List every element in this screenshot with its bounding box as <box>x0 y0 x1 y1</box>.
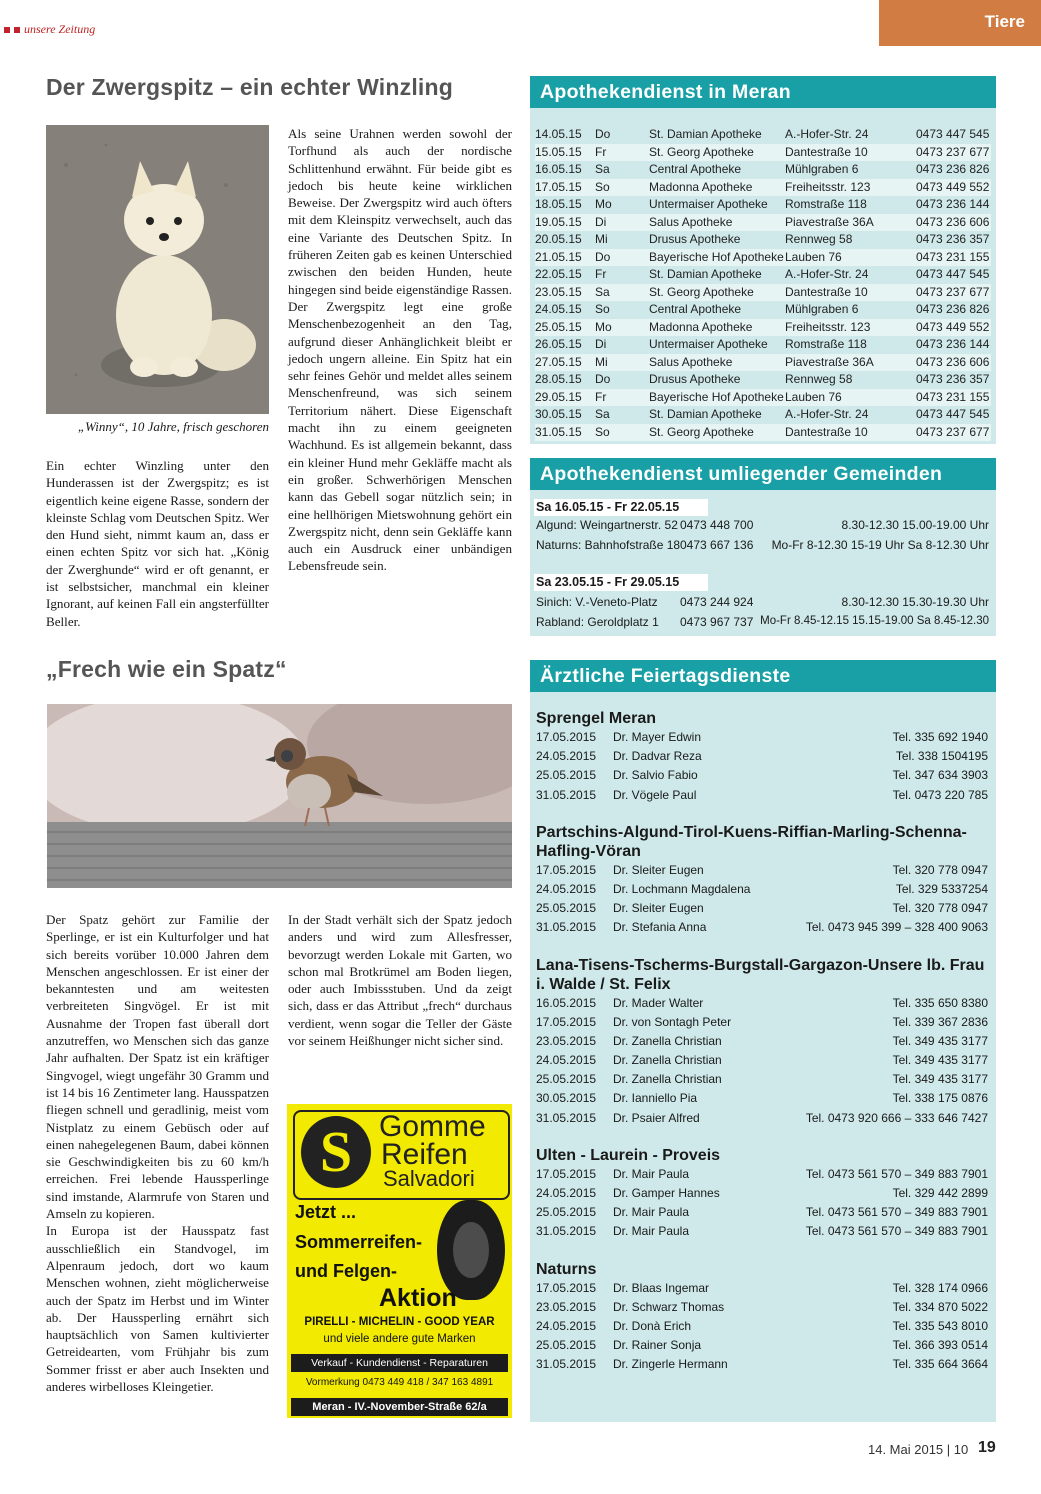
doctor-row <box>536 1013 990 1032</box>
doctor-date: 17.05.2015 <box>536 862 597 877</box>
pharmacy-weekday: Fr <box>595 389 649 407</box>
pharmacy-phone: 0473 231 155 <box>916 249 991 267</box>
doctor-group-title: Sprengel Meran <box>536 710 657 727</box>
pharmacy-weekday: Di <box>595 214 649 232</box>
doctor-date: 31.05.2015 <box>536 920 597 935</box>
pharmacy-address: Lauben 76 <box>785 249 916 267</box>
doctor-group <box>536 709 990 805</box>
doctor-date: 25.05.2015 <box>536 768 597 783</box>
pharmacy-phone: 0473 449 552 <box>916 319 991 337</box>
pharmacy-phone: 0473 236 826 <box>916 302 990 316</box>
pharmacy-weekday: Sa <box>595 407 610 421</box>
doctor-date: 24.05.2015 <box>536 749 597 764</box>
doctor-row <box>536 766 990 785</box>
pharmacy-date: 31.05.15 <box>535 424 595 442</box>
pharmacy-address: Freiheitsstr. 123 <box>785 179 916 197</box>
pharmacy-row <box>535 389 991 407</box>
doctor-phone: Tel. 335 543 8010 <box>892 1318 988 1333</box>
doctor-phone: Tel. 329 5337254 <box>895 881 988 896</box>
doctor-row <box>536 1184 990 1203</box>
ad-brands: PIRELLI - MICHELIN - GOOD YEAR <box>304 1316 495 1328</box>
pharmacy-row <box>535 126 991 144</box>
doctor-name: Dr. Schwarz Thomas <box>613 1299 725 1314</box>
pharmacy-phone: 0473 236 144 <box>916 197 990 211</box>
pharmacy-phone: 0473 236 826 <box>916 162 990 176</box>
doctor-row <box>536 880 990 899</box>
doctor-row <box>536 1109 990 1128</box>
doctor-row <box>536 1165 990 1184</box>
doctor-name: Dr. von Sontagh Peter <box>613 1014 732 1029</box>
doctor-name: Dr. Lochmann Magdalena <box>613 881 751 896</box>
doctor-name: Dr. Sleiter Eugen <box>613 901 704 916</box>
pharmacy-region-title: Apothekendienst umliegender Gemeinden <box>530 458 996 490</box>
doctor-row <box>536 1051 990 1070</box>
doctor-name: Dr. Zanella Christian <box>613 1033 722 1048</box>
doctor-phone: Tel. 349 435 3177 <box>892 1033 988 1048</box>
doctor-name: Dr. Mader Walter <box>613 995 704 1010</box>
doctor-group <box>536 823 990 938</box>
doctor-phone: Tel. 0473 945 399 – 328 400 9063 <box>805 920 988 935</box>
pharmacy-address: Dantestraße 10 <box>785 144 916 162</box>
pharmacy-row <box>535 424 991 442</box>
doctor-phone: Tel. 0473 220 785 <box>892 787 988 802</box>
publication-logo: unsere Zeitung <box>4 22 95 37</box>
pharmacy-name: Madonna Apotheke <box>649 179 785 197</box>
pharmacy-address: Mühlgraben 6 <box>785 302 859 316</box>
doctor-group-title: Lana-Tisens-Tscherms-Burgstall-Gargazon-Unsere lb. Frau i. Walde / St. Felix <box>536 956 985 993</box>
pharmacy-date: 15.05.15 <box>535 144 595 162</box>
ad-line-felgen: und Felgen- <box>295 1261 397 1281</box>
doctor-row <box>536 1298 990 1317</box>
pharmacy-phone: 0473 236 357 <box>916 232 990 246</box>
doctor-date: 31.05.2015 <box>536 1357 597 1372</box>
doctor-date: 30.05.2015 <box>536 1091 597 1106</box>
doctor-date: 31.05.2015 <box>536 787 597 802</box>
pharmacy-address: Dantestraße 10 <box>785 284 916 302</box>
ad-address: Meran - IV.-November-Straße 62/a <box>291 1398 508 1416</box>
pharmacy-address: Piavestraße 36A <box>785 354 916 372</box>
period-1: Sa 16.05.15 - Fr 22.05.15 <box>534 499 708 516</box>
pharmacy-phone: 0473 231 155 <box>916 389 991 407</box>
doctor-name: Dr. Ianniello Pia <box>613 1091 698 1106</box>
doctor-name: Dr. Blaas Ingemar <box>613 1280 710 1295</box>
doctor-phone: Tel. 334 870 5022 <box>892 1299 988 1314</box>
pharmacy-address: Romstraße 118 <box>785 337 867 351</box>
pharmacy-date: 30.05.15 <box>535 407 582 421</box>
pharmacy-date: 27.05.15 <box>535 354 595 372</box>
doctor-date: 23.05.2015 <box>536 1033 597 1048</box>
doctor-name: Dr. Sleiter Eugen <box>613 862 704 877</box>
doctor-name: Dr. Donà Erich <box>613 1318 692 1333</box>
pharmacy-weekday: Sa <box>595 162 610 176</box>
doctor-name: Dr. Stefania Anna <box>613 920 707 935</box>
pharmacy-date: 24.05.15 <box>535 302 582 316</box>
doctor-phone: Tel. 329 442 2899 <box>892 1186 988 1200</box>
pharmacy-weekday: So <box>595 424 649 442</box>
doctor-row <box>536 1222 990 1241</box>
doctor-date: 31.05.2015 <box>536 1224 597 1239</box>
doctor-group <box>536 956 990 1128</box>
doctor-group-title: Naturns <box>536 1260 597 1278</box>
pharmacy-phone: 0473 237 677 <box>916 144 991 162</box>
region-row-phone: 0473 967 737 <box>680 615 754 629</box>
pharmacy-name: Untermaiser Apotheke <box>649 197 768 211</box>
pharmacy-phone: 0473 449 552 <box>916 179 991 197</box>
pharmacy-row <box>535 231 991 249</box>
pharmacy-row <box>535 179 991 197</box>
pharmacy-date: 22.05.15 <box>535 267 582 281</box>
pharmacy-name: Drusus Apotheke <box>649 372 741 386</box>
pharmacy-date: 20.05.15 <box>535 232 582 246</box>
ad-line-jetzt: Jetzt ... <box>295 1202 357 1222</box>
doctor-group-title: Partschins-Algund-Tirol-Kuens-Riffian-Marling-Schenna-Hafling-Vöran <box>536 823 967 860</box>
pharmacy-phone: 0473 237 677 <box>916 284 991 302</box>
region-row-phone: 0473 667 136 <box>680 538 754 552</box>
pharmacy-phone: 0473 236 606 <box>916 354 991 372</box>
doctor-row <box>536 1203 990 1222</box>
sparrow-photo <box>47 704 512 888</box>
doctor-row <box>536 1355 990 1374</box>
pharmacy-region-panel <box>530 458 996 636</box>
article2-column1: Der Spatz gehört zur Familie der Sperlinge, er ist ein Kulturfolger und hat sich bereits vorüber 10.000 Jahren dem Menschen angeschlossen. Er ist einer der bekanntesten und am weitesten verbreiteten Singvögel. Er ist mit Ausnahme der Tropen fast überall dort anzutreffen, wo Menschen sich das ganze Jahr aufhalten. Der Spatz ist ein kräftiger Singvogel, wiegt ungefähr 30 Gramm und ist 14 bis 16 Zentimeter lang. Hausspatzen fliegen schnell und geradlinig, meist vom Nistplatz zu einem Gebüsch oder auf einen nahegelegenen Baum, dabei können sie Geschwindigkeiten bis zu 60 km/h erreichen. Frei lebende Haussperlinge sind imstande, Alarmrufe von Staren und Amseln zu kopieren. In Europa ist der Hausspatz fast ausschließlich ein Standvogel, im Alpenraum jedoch, dort wo kaum Menschen wohnen, zieht möglicherweise auch der Spatz im Herbst und im Winter ab. Der Haussperling ernährt sich hauptsächlich von Samen kultivierter Getreidearten, vom Frühjahr bis zum Sommer frisst er aber auch Insekten und anderes wirbelloses Kleingetier. <box>46 912 269 1395</box>
pharmacy-address: Piavestraße 36A <box>785 214 916 232</box>
ad-brand-reifen: Reifen <box>381 1138 468 1171</box>
article1-column2: Als seine Urahnen werden sowohl der Torfhund als auch der nordische Schlittenhund erwähnt. Für beide gibt es jedoch bis heute keine wirklichen Beweise. Der Zwergspitz wird auch öfters mit dem Kleinspitz verwechselt, auch das eine Variante des Deutschen Spitz. In früheren Zeiten gab es keinen Unterschied zwischen den beiden Hunden, heute hingegen sind beide eigenständige Rassen. Der Zwergspitz legt eine große Menschenbezogenheit an den Tag, aufgrund dieser Anhänglichkeit bleibt er jedoch ungern alleine. Ein Spitz hat ein sehr feines Gehör und meldet alles seinem Menschenfreund, was sich seinem Territorium nähert. Diese Eigenschaft macht ihn zu einem geeigneten Wachhund. Es ist allgemein bekannt, dass ein kleiner Hund mehr Gekläffe macht als ein großer. Schwerhörigen Menschen kann das Gebell sogar nützlich sein; in eine hellhörigen Mietswohnung gehört ein Zwergspitz nicht, denn sein Gekläffe kann auch ein Ausdruck einer unbändigen Lebensfreude sein. <box>288 126 512 574</box>
region-row-location: Algund: Weingartnerstr. 52 <box>536 518 678 532</box>
pharmacy-phone: 0473 447 545 <box>916 267 990 281</box>
ad-brand-gomme: Gomme <box>379 1110 486 1143</box>
article-title-spatz: „Frech wie ein Spatz“ <box>46 656 287 682</box>
article1-column1: Ein echter Winzling unter den Hunderassen ist der Zwergspitz; es ist eigentlich keine eigene Rasse, sondern der kleinste Schlag vom Deutschen Spitz. Wer den Hund sieht, nimmt kaum an, dass er einen echten Spitz vor sich hat. „König der Zwerghunde“ wird er oft genannt, er ist selbstsicher, manchmal ein kleiner Ignorant, auf keinen Fall ein angsterfüllter Beller. <box>46 458 269 629</box>
region-row-hours: 8.30-12.30 15.00-19.00 Uhr <box>841 518 989 532</box>
doctor-date: 31.05.2015 <box>536 1110 597 1125</box>
pharmacy-name: Salus Apotheke <box>649 214 785 232</box>
pharmacy-name: St. Georg Apotheke <box>649 284 785 302</box>
doctor-row <box>536 1336 990 1355</box>
pharmacy-name: Bayerische Hof Apotheke <box>649 389 785 407</box>
doctor-name: Dr. Gamper Hannes <box>613 1186 720 1200</box>
doctor-phone: Tel. 349 435 3177 <box>892 1072 988 1087</box>
doctor-name: Dr. Mayer Edwin <box>613 730 702 744</box>
pharmacy-weekday: Mo <box>595 319 649 337</box>
pharmacy-address: Dantestraße 10 <box>785 424 916 442</box>
pharmacy-row <box>535 196 991 214</box>
pharmacy-name: Salus Apotheke <box>649 354 785 372</box>
doctor-date: 24.05.2015 <box>536 1186 597 1200</box>
pharmacy-row <box>535 266 991 284</box>
pharmacy-address: Rennweg 58 <box>785 372 853 386</box>
pharmacy-date: 23.05.15 <box>535 284 595 302</box>
page-number: 19 <box>978 1439 996 1456</box>
doctor-date: 24.05.2015 <box>536 1053 597 1068</box>
doctor-row <box>536 918 990 937</box>
doctor-name: Dr. Zanella Christian <box>613 1053 722 1068</box>
doctor-row <box>536 899 990 918</box>
doctor-row <box>536 1032 990 1051</box>
pharmacy-weekday: Mo <box>595 197 612 211</box>
doctor-name: Dr. Dadvar Reza <box>613 749 702 764</box>
doctor-phone: Tel. 0473 561 570 – 349 883 7901 <box>805 1166 988 1181</box>
doctor-phone: Tel. 339 367 2836 <box>892 1014 988 1029</box>
pharmacy-date: 28.05.15 <box>535 372 582 386</box>
doctor-phone: Tel. 320 778 0947 <box>892 901 988 916</box>
pharmacy-address: Lauben 76 <box>785 389 916 407</box>
pharmacy-address: Mühlgraben 6 <box>785 162 859 176</box>
doctor-name: Dr. Mair Paula <box>613 1205 690 1220</box>
pharmacy-address: Freiheitsstr. 123 <box>785 319 916 337</box>
doctor-date: 25.05.2015 <box>536 1338 597 1353</box>
doctor-row <box>536 1279 990 1298</box>
doctor-date: 24.05.2015 <box>536 881 597 896</box>
pharmacy-date: 17.05.15 <box>535 179 595 197</box>
region-row-phone: 0473 244 924 <box>680 595 754 609</box>
doctors-title: Ärztliche Feiertagsdienste <box>530 660 996 692</box>
pharmacy-address: Rennweg 58 <box>785 232 853 246</box>
section-tab: Tiere <box>879 0 1041 46</box>
region-row-location: Sinich: V.-Veneto-Platz <box>536 595 658 609</box>
doctors-panel <box>530 660 996 1422</box>
pharmacy-date: 18.05.15 <box>535 197 582 211</box>
ad-line-sommerreifen: Sommerreifen- <box>295 1232 423 1252</box>
doctor-phone: Tel. 320 778 0947 <box>892 862 988 877</box>
region-row-location: Rabland: Geroldplatz 1 <box>536 615 659 629</box>
region-row-hours: Mo-Fr 8.45-12.15 15.15-19.00 Sa 8.45-12.30 <box>760 615 989 627</box>
pharmacy-phone: 0473 447 545 <box>916 127 990 141</box>
salvadori-logo-icon: S <box>301 1116 371 1188</box>
pharmacy-date: 26.05.15 <box>535 337 582 351</box>
pharmacy-meran-title: Apothekendienst in Meran <box>530 76 996 108</box>
region-row-hours: 8.30-12.30 15.30-19.30 Uhr <box>841 595 989 609</box>
doctor-phone: Tel. 366 393 0514 <box>892 1338 988 1353</box>
pharmacy-name: St. Damian Apotheke <box>649 407 762 421</box>
doctor-phone: Tel. 0473 920 666 – 333 646 7427 <box>805 1110 988 1125</box>
pharmacy-name: St. Georg Apotheke <box>649 424 785 442</box>
doctor-date: 25.05.2015 <box>536 1072 597 1087</box>
pharmacy-meran-panel <box>530 76 996 444</box>
doctor-row <box>536 747 990 766</box>
pharmacy-date: 14.05.15 <box>535 127 582 141</box>
pharmacy-row <box>535 214 991 232</box>
pharmacy-phone: 0473 236 606 <box>916 214 991 232</box>
pharmacy-weekday: So <box>595 179 649 197</box>
pharmacy-weekday: Mi <box>595 232 608 246</box>
dog-photo-caption: „Winny“, 10 Jahre, frisch geschoren <box>77 419 269 434</box>
doctor-row <box>536 1089 990 1108</box>
pharmacy-name: St. Damian Apotheke <box>649 127 762 141</box>
doctor-date: 17.05.2015 <box>536 1280 597 1295</box>
doctor-name: Dr. Zanella Christian <box>613 1072 722 1087</box>
doctor-date: 25.05.2015 <box>536 901 597 916</box>
doctor-name: Dr. Mair Paula <box>613 1166 690 1181</box>
pharmacy-date: 16.05.15 <box>535 162 582 176</box>
region-row-phone: 0473 448 700 <box>680 518 754 532</box>
pharmacy-name: Untermaiser Apotheke <box>649 337 768 351</box>
pharmacy-address: A.-Hofer-Str. 24 <box>785 407 869 421</box>
pharmacy-date: 19.05.15 <box>535 214 595 232</box>
doctor-date: 17.05.2015 <box>536 1014 597 1029</box>
doctor-name: Dr. Mair Paula <box>613 1224 690 1239</box>
doctor-row <box>536 1070 990 1089</box>
pharmacy-address: Romstraße 118 <box>785 197 867 211</box>
pharmacy-name: St. Damian Apotheke <box>649 267 762 281</box>
doctor-row <box>536 1317 990 1336</box>
pharmacy-row <box>535 319 991 337</box>
doctor-phone: Tel. 347 634 3903 <box>892 768 988 783</box>
pharmacy-weekday: Mi <box>595 354 649 372</box>
pharmacy-date: 21.05.15 <box>535 249 595 267</box>
doctor-phone: Tel. 349 435 3177 <box>892 1053 988 1068</box>
doctor-date: 23.05.2015 <box>536 1299 597 1314</box>
doctor-date: 16.05.2015 <box>536 995 597 1010</box>
doctor-row <box>536 728 990 747</box>
doctor-group <box>536 1260 990 1375</box>
pharmacy-weekday: Di <box>595 337 607 351</box>
doctor-phone: Tel. 335 664 3664 <box>892 1357 988 1372</box>
doctor-phone: Tel. 338 1504195 <box>895 749 988 764</box>
pharmacy-name: Drusus Apotheke <box>649 232 741 246</box>
ad-brand-salvadori: Salvadori <box>383 1166 475 1191</box>
region-row-location: Naturns: Bahnhofstraße 18 <box>536 538 681 552</box>
doctor-name: Dr. Rainer Sonja <box>613 1338 702 1353</box>
pharmacy-name: Central Apotheke <box>649 162 742 176</box>
doctor-phone: Tel. 328 174 0966 <box>892 1280 988 1295</box>
doctor-phone: Tel. 0473 561 570 – 349 883 7901 <box>805 1205 988 1220</box>
pharmacy-name: Madonna Apotheke <box>649 319 785 337</box>
pharmacy-phone: 0473 236 144 <box>916 337 990 351</box>
tire-advertisement <box>287 1104 512 1418</box>
doctor-phone: Tel. 338 175 0876 <box>892 1091 988 1106</box>
article-title-zwergspitz: Der Zwergspitz – ein echter Winzling <box>46 74 454 100</box>
doctor-phone: Tel. 335 692 1940 <box>892 730 988 744</box>
pharmacy-row <box>535 301 991 319</box>
doctor-name: Dr. Zingerle Hermann <box>613 1357 728 1372</box>
pharmacy-row <box>535 406 991 424</box>
doctor-date: 17.05.2015 <box>536 730 597 744</box>
region-row-hours: Mo-Fr 8-12.30 15-19 Uhr Sa 8-12.30 Uhr <box>771 538 989 552</box>
doctor-phone: Tel. 0473 561 570 – 349 883 7901 <box>805 1224 988 1239</box>
pharmacy-weekday: Sa <box>595 284 649 302</box>
pharmacy-address: A.-Hofer-Str. 24 <box>785 127 869 141</box>
pharmacy-row <box>535 336 991 354</box>
article2-column2: In der Stadt verhält sich der Spatz jedoch anders und wird zum Allesfresser, bevorzugt werden Lokale mit Garten, wo schon mal Brotkrümel am Boden liegen, oder auch Imbissstuben. Und da zeigt sich, dass er das Attribut „frech“ durchaus verdient, wenn sogar die Teller der Gäste vor seinem Heißhunger nicht sicher sind. <box>288 912 512 1049</box>
doctor-group-title: Ulten - Laurein - Proveis <box>536 1146 721 1164</box>
pharmacy-phone: 0473 236 357 <box>916 372 990 386</box>
pharmacy-weekday: Fr <box>595 267 607 281</box>
ad-line-aktion: Aktion <box>379 1284 457 1312</box>
pharmacy-name: Bayerische Hof Apotheke <box>649 249 785 267</box>
doctor-row <box>536 861 990 880</box>
pharmacy-weekday: Do <box>595 127 611 141</box>
ad-booking: Vormerkung 0473 449 418 / 347 163 4891 <box>305 1377 494 1388</box>
pharmacy-date: 25.05.15 <box>535 319 595 337</box>
pharmacy-weekday: Do <box>595 249 649 267</box>
pharmacy-date: 29.05.15 <box>535 389 595 407</box>
doctor-name: Dr. Vögele Paul <box>613 787 697 802</box>
pharmacy-row <box>535 354 991 372</box>
doctor-row <box>536 786 990 805</box>
doctor-row <box>536 994 990 1013</box>
pharmacy-address: A.-Hofer-Str. 24 <box>785 267 869 281</box>
ad-more-brands: und viele andere gute Marken <box>323 1333 476 1345</box>
ad-services: Verkauf - Kundendienst - Reparaturen <box>291 1354 508 1372</box>
pharmacy-row <box>535 144 991 162</box>
pharmacy-phone: 0473 447 545 <box>916 407 990 421</box>
doctor-name: Dr. Salvio Fabio <box>613 768 698 783</box>
doctor-group <box>536 1146 990 1242</box>
pharmacy-row <box>535 371 991 389</box>
pharmacy-meran-table <box>535 126 991 441</box>
pharmacy-row <box>535 284 991 302</box>
pharmacy-name: Central Apotheke <box>649 302 742 316</box>
doctor-date: 17.05.2015 <box>536 1166 597 1181</box>
pharmacy-row <box>535 249 991 267</box>
pharmacy-phone: 0473 237 677 <box>916 424 991 442</box>
doctor-phone: Tel. 335 650 8380 <box>892 995 988 1010</box>
doctor-date: 25.05.2015 <box>536 1205 597 1220</box>
pharmacy-name: St. Georg Apotheke <box>649 144 785 162</box>
pharmacy-weekday: So <box>595 302 610 316</box>
footer-date: 14. Mai 2015 | 10 <box>868 1442 969 1457</box>
doctor-date: 24.05.2015 <box>536 1318 597 1333</box>
pharmacy-weekday: Do <box>595 372 611 386</box>
pharmacy-row <box>535 161 991 179</box>
pharmacy-weekday: Fr <box>595 144 649 162</box>
dog-photo <box>46 125 269 414</box>
period-2: Sa 23.05.15 - Fr 29.05.15 <box>534 574 708 591</box>
doctor-name: Dr. Psaier Alfred <box>613 1110 700 1125</box>
